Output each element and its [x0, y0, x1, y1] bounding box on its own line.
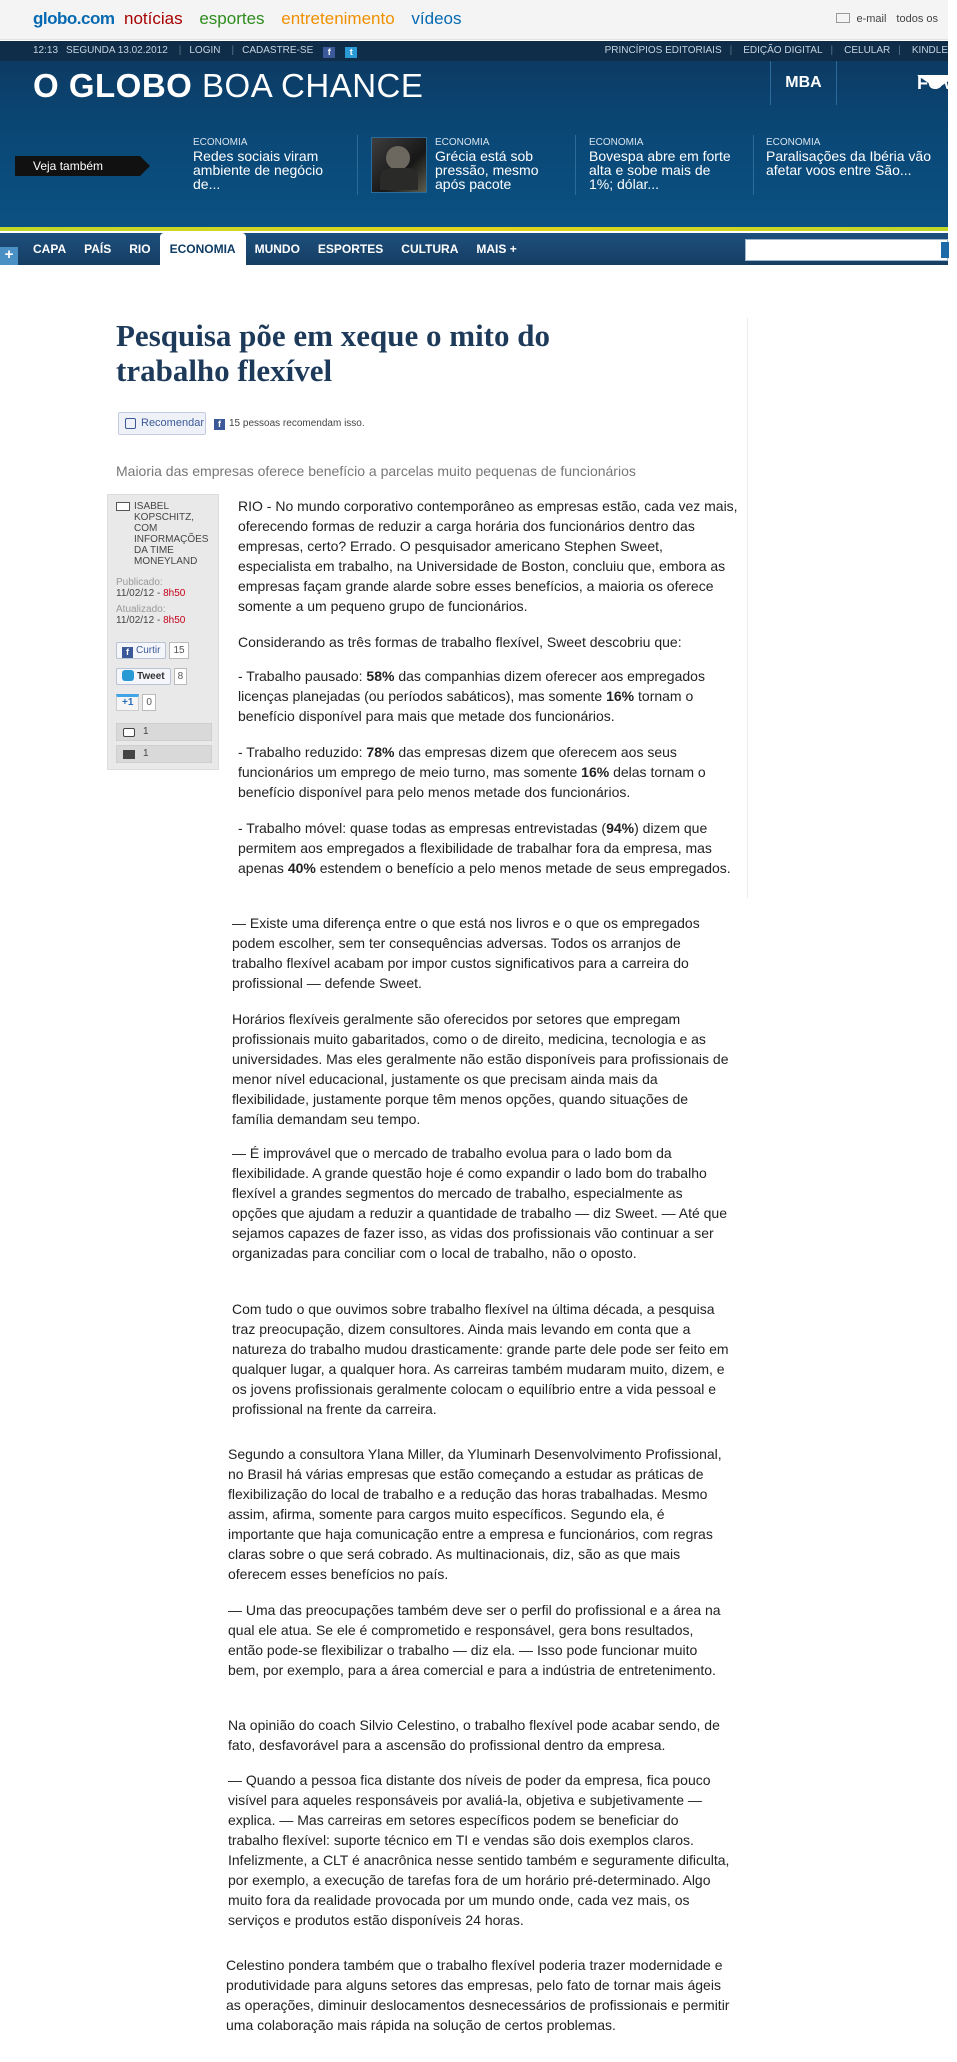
twitter-icon[interactable]: t: [345, 47, 357, 58]
paragraph: Horários flexíveis geralmente são oferecidos por setores que empregam profissionais muito gabaritados, como o de direito, medicina, tecnologia e as universidades. Mas eles geralmente não estão disponíveis para profissionais de menor nível educacional, justamente os que precisam ainda mais da flexibilidade, justamente porque têm menos opções, quando situações de família demandam seu tempo.: [232, 1011, 729, 1127]
fgv-text: FGV: [917, 73, 955, 93]
link-edicao-digital[interactable]: EDIÇÃO DIGITAL: [743, 45, 823, 56]
teaser-item[interactable]: [766, 137, 936, 177]
facebook-icon: f: [122, 647, 133, 658]
teaser-title[interactable]: Grécia está sob pressão, mesmo após pacote: [435, 148, 539, 192]
todos-link[interactable]: todos os: [896, 13, 938, 25]
published-date: 11/02/12 -: [116, 588, 164, 599]
fgv-logo[interactable]: [836, 61, 955, 105]
email-link[interactable]: e-mail: [856, 13, 887, 25]
published-value: [116, 588, 212, 600]
author-byline: [116, 501, 212, 567]
link-kindle[interactable]: KINDLE: [911, 45, 948, 56]
tweet-button[interactable]: [116, 668, 187, 686]
updated-time: 8h50: [163, 615, 186, 626]
teaser-item[interactable]: [435, 137, 555, 191]
facebook-icon: f: [214, 419, 225, 430]
emails-count: 1: [143, 748, 149, 759]
article-meta-sidebar: [107, 494, 219, 770]
nav-esportes[interactable]: esportes: [199, 9, 265, 28]
comments-count: 1: [143, 726, 149, 737]
paragraph: — Existe uma diferença entre o que está nos livros e o que os empregados podem escolher, sem ter consequências adversas. Todos os arranjos de trabalho flexível acabam por impor custos significativos para a carreira do profissional — defende Sweet.: [232, 915, 700, 991]
tab-cultura[interactable]: CULTURA: [401, 242, 459, 256]
paragraph: - Trabalho pausado: 58% das companhias dizem oferecer aos empregados licenças planejadas (ou períodos sabáticos), mas somente 16% tornam o benefício disponível para mais que metade dos funcionários.: [238, 668, 705, 724]
veja-tambem-label: Veja também: [15, 156, 140, 176]
envelope-icon[interactable]: [116, 502, 130, 511]
teaser-thumbnail[interactable]: [371, 137, 427, 193]
expand-plus-icon[interactable]: +: [0, 247, 18, 265]
email-share-link[interactable]: [116, 745, 212, 763]
email-icon: [836, 13, 850, 23]
article-title: Pesquisa põe em xeque o mito do trabalho flexível: [116, 318, 550, 388]
globo-topbar: [0, 0, 948, 40]
nav-videos[interactable]: vídeos: [411, 9, 462, 28]
teaser-category: ECONOMIA: [766, 137, 821, 148]
tab-capa[interactable]: CAPA: [33, 242, 67, 256]
accent-stripe: [0, 227, 948, 231]
cadastre-link[interactable]: CADASTRE-SE: [242, 45, 314, 56]
paragraph: Considerando as três formas de trabalho flexível, Sweet descobriu que:: [238, 634, 682, 650]
curtir-label: Curtir: [136, 645, 161, 656]
tab-esportes[interactable]: ESPORTES: [317, 242, 384, 256]
paragraph: Segundo a consultora Ylana Miller, da Yluminarh Desenvolvimento Profissional, no Brasil há várias empresas que estão começando a estudar as práticas de flexibilização do local de trabalho e a redução das horas trabalhadas. Mesmo assim, afirma, somente para cargos muito específicos. Segundo ela, é importante que haja comunicação entre a empresa e funcionários, com regras claras sobre o que será cobrado. As multinacionais, diz, são as que mais oferecem esses benefícios no país.: [228, 1446, 722, 1582]
tab-rio[interactable]: RIO: [129, 242, 151, 256]
divider: [753, 135, 754, 195]
link-principios[interactable]: PRINCÍPIOS EDITORIAIS: [604, 45, 722, 56]
paragraph: - Trabalho móvel: quase todas as empresas entrevistadas (94%) dizem que permitem aos empregados a flexibilidade de trabalhar fora da empresa, mas apenas 40% estendem o benefício a pelo menos metade de seus empregados.: [238, 820, 731, 876]
facebook-recommend-count: [214, 418, 365, 430]
teaser-title[interactable]: Bovespa abre em forte alta e sobe mais de 1%; dólar...: [589, 148, 731, 192]
paragraph: Celestino pondera também que o trabalho flexível poderia trazer modernidade e produtividade para alguns setores das empresas, pelo fato de tornar mais ágeis as operações, diminuir deslocamentos desnecessários de profissionais e permitir uma colaboração mais rápida na solução de certos problemas.: [226, 1957, 730, 2033]
tab-mais[interactable]: MAIS +: [476, 242, 517, 256]
paragraph: — Uma das preocupações também deve ser o perfil do profissional e a área na qual ele atua. Se ele é comprometido e responsável, gera bons resultados, então pode-se flexibilizar o trabalho — diz ela. — Isso pode funcionar muito bem, por exemplo, para a área comercial e para a indústria de entretenimento.: [228, 1602, 721, 1678]
paragraph: — Quando a pessoa fica distante dos níveis de poder da empresa, fica pouco visível para aqueles responsáveis por avaliá-la, objetiva e subjetivamente — explica. — Mas carreiras em setores específicos podem se beneficiar do trabalho flexível: suporte técnico em TI e vendas são dois exemplos claros. Infelizmente, a CLT é anacrônica nesse sentido também e seguramente dificulta, por exemplo, a execução de tarefas fora de um horário pré-determinado. Algo muito fora da realidade provocada por um mundo onde, cada vez mais, os serviços e produtos estão disponíveis 24 horas.: [228, 1772, 730, 1928]
nav-entretenimento[interactable]: entretenimento: [281, 9, 395, 28]
comments-link[interactable]: [116, 723, 212, 741]
twitter-bird-icon: [122, 670, 134, 681]
link-celular[interactable]: CELULAR: [844, 45, 891, 56]
divider: [357, 135, 358, 195]
globo-nav: [124, 9, 474, 29]
brand-bold: O GLOBO: [33, 67, 193, 104]
paragraph: Na opinião do coach Silvio Celestino, o trabalho flexível pode acabar sendo, de fato, desfavorável para a ascensão do profissional dentro da empresa.: [228, 1717, 720, 1753]
date: SEGUNDA 13.02.2012: [66, 45, 168, 56]
paragraph: — É improvável que o mercado de trabalho evolua para o lado bom da flexibilidade. A grande questão hoje é como expandir o lado bom do trabalho flexível a grandes segmentos do mercado de trabalho, especialmente as opções que ajudam a reduzir a quantidade de trabalho — diz Sweet. — Até que sejamos capazes de fazer isso, as vidas dos profissionais vão continuar a ser organizadas para conciliar com o local de trabalho, não o oposto.: [232, 1145, 727, 1261]
thumbs-up-icon: [125, 418, 136, 429]
tab-pais[interactable]: PAÍS: [84, 242, 112, 256]
envelope-icon: [123, 750, 135, 759]
recommend-button[interactable]: [118, 412, 206, 435]
teaser-category: ECONOMIA: [589, 137, 644, 148]
fb-count-text: 15 pessoas recomendam isso.: [229, 418, 365, 429]
clock: 12:13: [33, 45, 59, 56]
teaser-category: ECONOMIA: [435, 137, 490, 148]
published-time: 8h50: [163, 588, 186, 599]
curtir-count: 15: [169, 642, 188, 659]
teaser-item[interactable]: [589, 137, 734, 191]
paragraph: Com tudo o que ouvimos sobre trabalho flexível na última década, a pesquisa traz preocupação, dizem consultores. Ainda mais levando em conta que a natureza do trabalho mudou drasticamente: grande parte dele pode ser feito em qualquer lugar, a qualquer hora. As carreiras também mudaram muito, dizem, e os jovens profissionais geralmente colocam o equilíbrio entre a vida pessoal e profissional na frente da carreira.: [232, 1301, 729, 1417]
column-divider: [747, 318, 748, 898]
updated-date: 11/02/12 -: [116, 615, 164, 626]
published-label: Publicado:: [116, 577, 163, 588]
teaser-title[interactable]: Redes sociais viram ambiente de negócio de...: [193, 148, 323, 192]
tweet-label: Tweet: [137, 671, 165, 682]
divider: [575, 135, 576, 195]
article-subtitle: Maioria das empresas oferece benefício a parcelas muito pequenas de funcionários: [116, 463, 636, 479]
site-header: [0, 61, 955, 229]
brand-light: BOA CHANCE: [202, 67, 424, 104]
section-nav: [0, 233, 948, 265]
fgv-chevron-icon: [917, 75, 957, 89]
comment-icon: [123, 728, 135, 737]
utility-bar: 12:13 SEGUNDA 13.02.2012 | LOGIN | CADASTRE-SE f t PRINCÍPIOS EDITORIAIS | EDIÇÃO DIGITAL | CELULAR | KINDLE: [0, 41, 948, 61]
recommend-label: Recomendar: [141, 417, 204, 429]
teaser-title[interactable]: Paralisações da Ibéria vão afetar voos entre São...: [766, 148, 931, 178]
paragraph: RIO - No mundo corporativo contemporâneo as empresas estão, cada vez mais, oferecendo formas de reduzir a carga horária dos funcionários dentro das empresas, certo? Errado. O pesquisador americano Stephen Sweet, especialista em trabalho, na Universidade de Boston, concluiu que, embora as empresas façam grande alarde sobre esses benefícios, a maioria os oferece somente a um pequeno grupo de funcionários.: [238, 498, 738, 614]
facebook-like-button[interactable]: [116, 642, 189, 660]
author-name: ISABEL KOPSCHITZ, COM INFORMAÇÕES DA TIME MONEYLAND: [134, 501, 209, 567]
tab-mundo[interactable]: MUNDO: [254, 242, 300, 256]
globo-logo[interactable]: globo.com: [33, 9, 115, 28]
nav-noticias[interactable]: notícias: [124, 9, 183, 28]
topbar-right: [836, 13, 948, 25]
mba-link[interactable]: MBA: [770, 61, 836, 105]
paragraph: - Trabalho reduzido: 78% das empresas dizem que oferecem aos seus funcionários um emprego de meio turno, mas somente 16% delas tornam o benefício disponível para pelo menos metade dos funcionários.: [238, 744, 706, 800]
gplus-label: +1: [116, 694, 139, 711]
updated-value: [116, 615, 212, 627]
updated-label: Atualizado:: [116, 604, 166, 615]
teaser-item[interactable]: [193, 137, 333, 191]
teaser-category: ECONOMIA: [193, 137, 248, 148]
gplus-count: 0: [142, 694, 156, 711]
facebook-icon[interactable]: f: [323, 47, 335, 58]
login-link[interactable]: LOGIN: [189, 45, 221, 56]
search-input[interactable]: [745, 239, 948, 261]
tweet-count: 8: [174, 668, 188, 685]
tab-economia[interactable]: ECONOMIA: [160, 233, 246, 265]
google-plus-button[interactable]: [116, 694, 156, 712]
site-brand[interactable]: [33, 67, 423, 105]
